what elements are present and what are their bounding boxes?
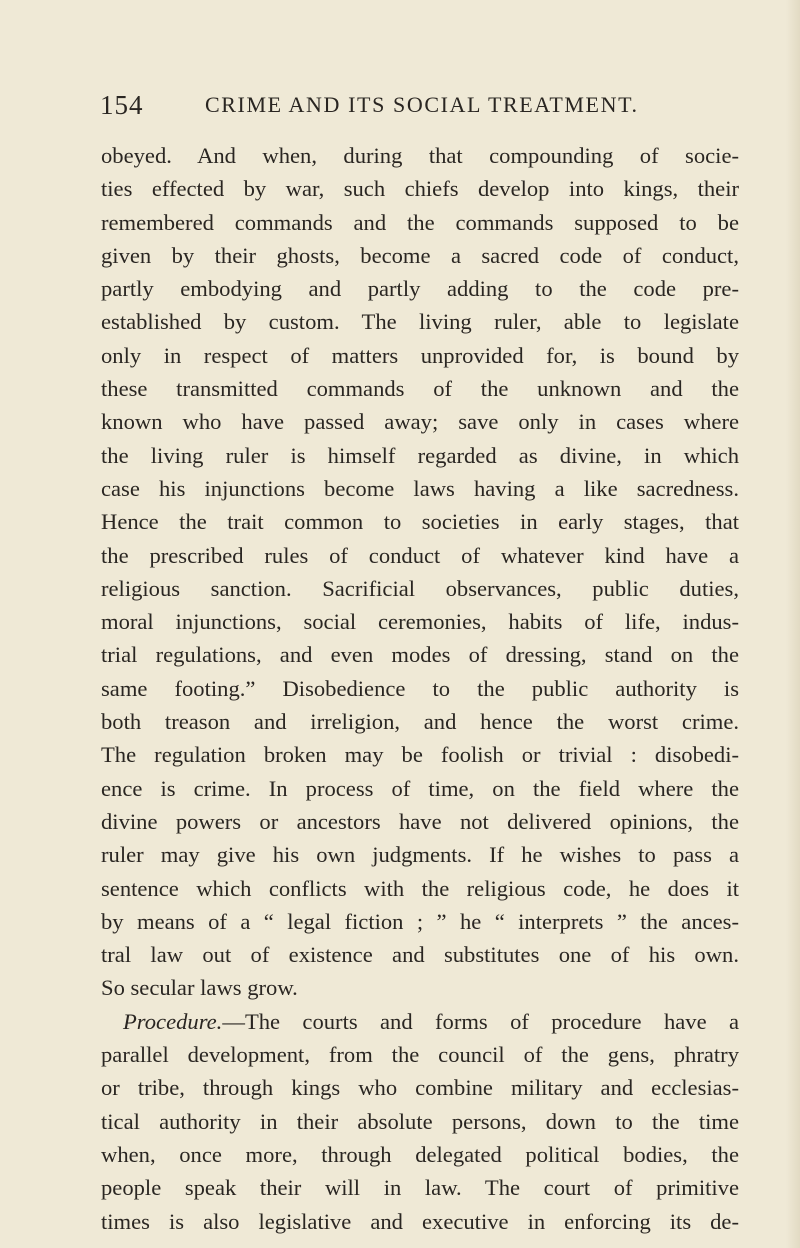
- text-line: divine powers or ancestors have not delivered opinions, the: [101, 808, 739, 834]
- text-line: obeyed. And when, during that compounding of socie-: [101, 143, 739, 168]
- text-line: people speak their will in law. The court of primitive: [101, 1175, 739, 1201]
- text-line: sentence which conflicts with the religious code, he does it: [101, 875, 739, 901]
- text-line: the living ruler is himself regarded as divine, in which: [101, 442, 739, 468]
- text-line: remembered commands and the commands supposed to be: [101, 209, 739, 235]
- text-line: tical authority in their absolute persons, down to the time: [101, 1108, 739, 1134]
- text-line: only in respect of matters unprovided for, is bound by: [101, 342, 739, 368]
- text-line: partly embodying and partly adding to the code pre-: [101, 276, 739, 302]
- text-line: Hence the trait common to societies in early stages, that: [101, 509, 739, 535]
- text-line: established by custom. The living ruler, able to legislate: [101, 309, 739, 335]
- text-line: these transmitted commands of the unknown and the: [101, 376, 739, 402]
- text-line: same footing.” Disobedience to the public authority is: [101, 675, 739, 701]
- text-line: ties effected by war, such chiefs develop into kings, their: [101, 176, 739, 202]
- text-line: or tribe, through kings who combine military and ecclesias-: [101, 1075, 739, 1101]
- section-heading: Procedure.: [123, 1008, 223, 1034]
- page-header: [100, 88, 740, 122]
- text-line: given by their ghosts, become a sacred code of conduct,: [101, 242, 739, 268]
- text-line: both treason and irreligion, and hence the worst crime.: [101, 709, 739, 735]
- text-line: ruler may give his own judgments. If he wishes to pass a: [101, 842, 739, 868]
- paragraph-first-line: [101, 1005, 739, 1038]
- text-line: times is also legislative and executive in enforcing its de-: [101, 1208, 739, 1234]
- text-line: case his injunctions become laws having a like sacredness.: [101, 475, 739, 501]
- text-line: The regulation broken may be foolish or trivial : disobedi-: [101, 742, 739, 768]
- text-line: religious sanction. Sacrificial observances, public duties,: [101, 575, 739, 601]
- text-line: ence is crime. In process of time, on the field where the: [101, 775, 739, 801]
- text-line: when, once more, through delegated political bodies, the: [101, 1141, 739, 1167]
- text-line: by means of a “ legal fiction ; ” he “ interprets ” the ances-: [101, 908, 739, 934]
- text-line: trial regulations, and even modes of dressing, stand on the: [101, 642, 739, 668]
- body-text: [101, 139, 739, 1238]
- text-line: the prescribed rules of conduct of whatever kind have a: [101, 542, 739, 568]
- page-number: 154: [100, 90, 144, 120]
- text-line: tral law out of existence and substitutes one of his own.: [101, 942, 739, 968]
- text-line: So secular laws grow.: [101, 975, 298, 1001]
- text-line: known who have passed away; save only in cases where: [101, 409, 739, 435]
- running-title: CRIME AND ITS SOCIAL TREATMENT.: [205, 92, 639, 117]
- text-line-rest: —The courts and forms of procedure have a: [222, 1008, 739, 1034]
- text-line: parallel development, from the council of the gens, phratry: [101, 1042, 739, 1068]
- page-edge-shade: [786, 0, 800, 1248]
- text-line: moral injunctions, social ceremonies, habits of life, indus-: [101, 609, 739, 635]
